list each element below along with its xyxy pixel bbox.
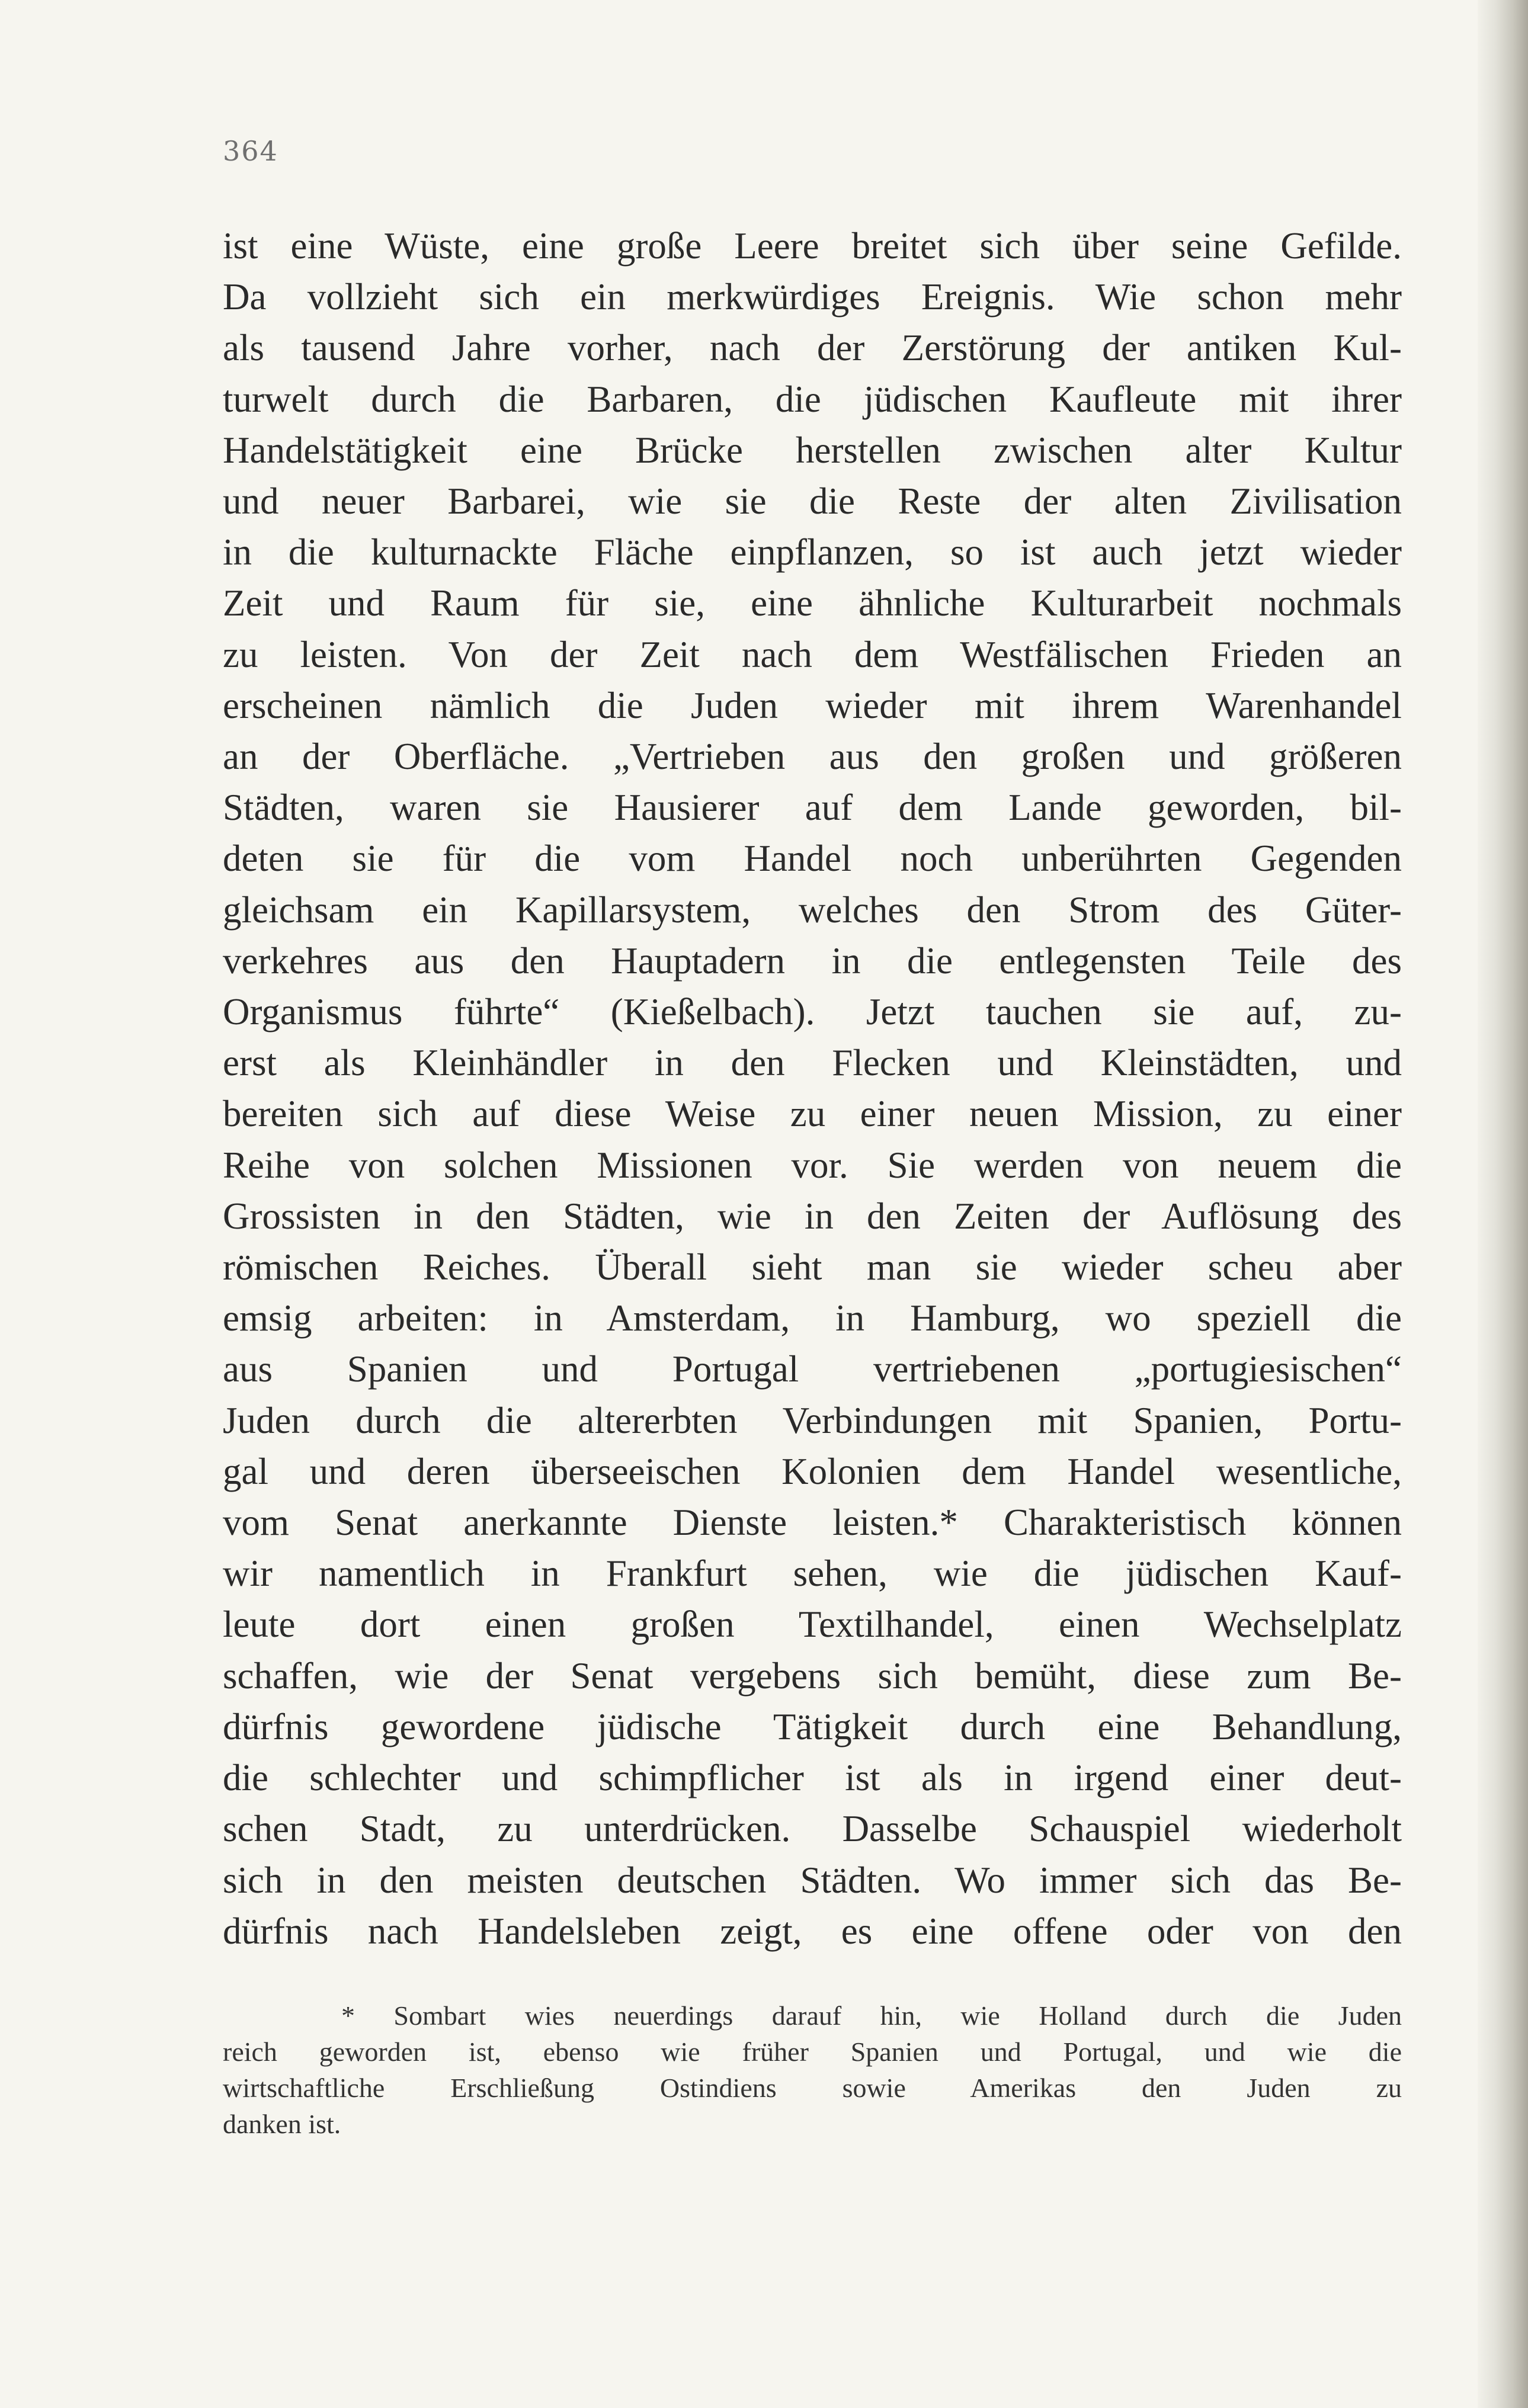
text-line: ist eine Wüste, eine große Leere breitet sich über seine Gefilde. xyxy=(223,225,1402,267)
text-line: dürfnis gewordene jüdische Tätigkeit durch eine Behandlung, xyxy=(223,1705,1402,1748)
page-number: 364 xyxy=(223,135,278,167)
text-line: an der Oberfläche. „Vertrieben aus den großen und größeren xyxy=(223,736,1402,778)
text-line: Grossisten in den Städten, wie in den Zeiten der Auflösung des xyxy=(223,1195,1402,1237)
text-line: römischen Reiches. Überall sieht man sie wieder scheu aber xyxy=(223,1246,1402,1288)
text-line: Städten, waren sie Hausierer auf dem Lande geworden, bil- xyxy=(223,787,1402,829)
text-line: verkehres aus den Hauptadern in die entlegensten Teile des xyxy=(223,940,1402,982)
text-line: Reihe von solchen Missionen vor. Sie werden von neuem die xyxy=(223,1144,1402,1186)
text-line: deten sie für die vom Handel noch unberührten Gegenden xyxy=(223,838,1402,880)
footnote-line: * Sombart wies neuerdings darauf hin, wie Holland durch die Juden xyxy=(341,2000,1402,2031)
text-line: emsig arbeiten: in Amsterdam, in Hamburg, wo speziell die xyxy=(223,1297,1402,1339)
text-line: Handelstätigkeit eine Brücke herstellen zwischen alter Kultur xyxy=(223,429,1402,471)
text-line: erst als Kleinhändler in den Flecken und Kleinstädten, und xyxy=(223,1042,1402,1084)
text-line: erscheinen nämlich die Juden wieder mit ihrem Warenhandel xyxy=(223,684,1402,726)
book-spine-shadow xyxy=(1478,0,1528,2408)
text-line: schaffen, wie der Senat vergebens sich bemüht, diese zum Be- xyxy=(223,1655,1402,1697)
footnote-line: danken ist. xyxy=(223,2109,341,2139)
text-line: leute dort einen großen Textilhandel, einen Wechselplatz xyxy=(223,1604,1402,1646)
text-line: die schlechter und schimpflicher ist als in irgend einer deut- xyxy=(223,1757,1402,1799)
text-line: aus Spanien und Portugal vertriebenen „portugiesischen“ xyxy=(223,1348,1402,1390)
text-line: Zeit und Raum für sie, eine ähnliche Kulturarbeit nochmals xyxy=(223,582,1402,624)
text-line: Juden durch die altererbten Verbindungen mit Spanien, Portu- xyxy=(223,1399,1402,1441)
text-line: dürfnis nach Handelsleben zeigt, es eine offene oder von den xyxy=(223,1910,1402,1952)
text-line: turwelt durch die Barbaren, die jüdischen Kaufleute mit ihrer xyxy=(223,378,1402,420)
text-line: bereiten sich auf diese Weise zu einer neuen Mission, zu einer xyxy=(223,1093,1402,1135)
text-line: als tausend Jahre vorher, nach der Zerstörung der antiken Kul- xyxy=(223,327,1402,369)
text-line: und neuer Barbarei, wie sie die Reste der alten Zivilisation xyxy=(223,480,1402,522)
text-line: wir namentlich in Frankfurt sehen, wie die jüdischen Kauf- xyxy=(223,1553,1402,1595)
footnote xyxy=(223,1997,1402,2142)
text-line: vom Senat anerkannte Dienste leisten.* Charakteristisch können xyxy=(223,1502,1402,1544)
text-line: gleichsam ein Kapillarsystem, welches den Strom des Güter- xyxy=(223,889,1402,931)
text-line: zu leisten. Von der Zeit nach dem Westfälischen Frieden an xyxy=(223,633,1402,675)
text-line: in die kulturnackte Fläche einpflanzen, so ist auch jetzt wieder xyxy=(223,531,1402,573)
text-line: gal und deren überseeischen Kolonien dem Handel wesentliche, xyxy=(223,1450,1402,1492)
text-line: sich in den meisten deutschen Städten. Wo immer sich das Be- xyxy=(223,1859,1402,1901)
footnote-line: reich geworden ist, ebenso wie früher Spanien und Portugal, und wie die xyxy=(223,2037,1402,2067)
text-line: Organismus führte“ (Kießelbach). Jetzt tauchen sie auf, zu- xyxy=(223,991,1402,1033)
footnote-line: wirtschaftliche Erschließung Ostindiens sowie Amerikas den Juden zu xyxy=(223,2073,1402,2103)
text-line: Da vollzieht sich ein merkwürdiges Ereignis. Wie schon mehr xyxy=(223,276,1402,318)
body-text xyxy=(223,220,1402,1957)
text-line: schen Stadt, zu unterdrücken. Dasselbe Schauspiel wiederholt xyxy=(223,1808,1402,1850)
